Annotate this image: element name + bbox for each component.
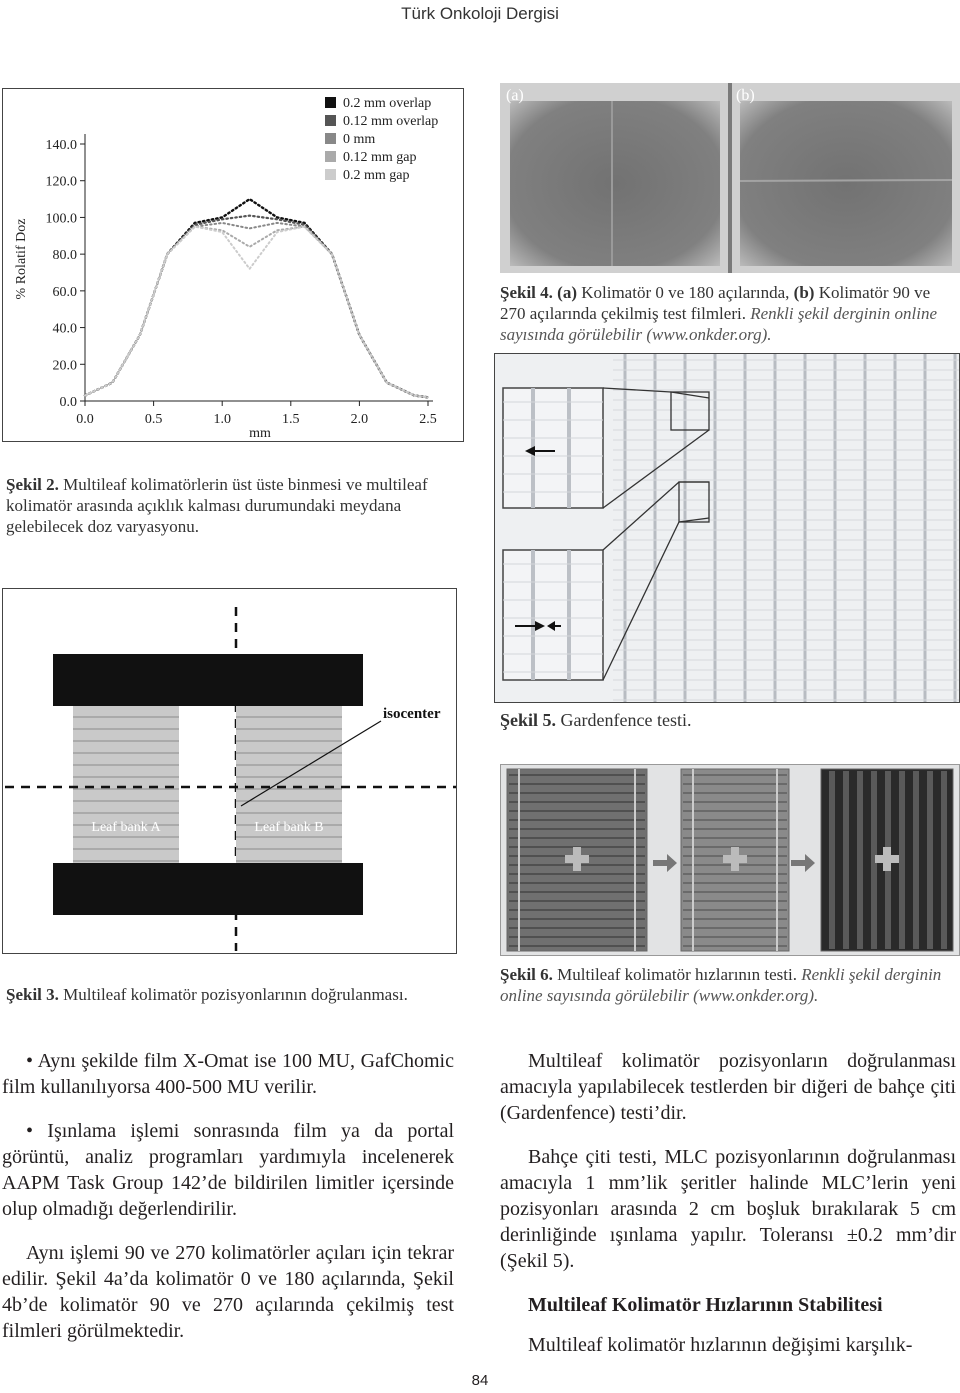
figure6-caption-note: Renkli şekil derginin online sayısında görülebilir (www.onkder.org). bbox=[500, 965, 942, 1005]
leaf-bank-a-label: Leaf bank A bbox=[91, 820, 161, 835]
chart-x-tick-label: 1.5 bbox=[282, 412, 300, 427]
legend-label: 0.2 mm gap bbox=[343, 168, 410, 183]
figure5-caption bbox=[500, 710, 940, 731]
section-heading: Multileaf Kolimatör Hızlarının Stabilitesi bbox=[528, 1294, 883, 1316]
chart-y-tick-label: 0.0 bbox=[59, 395, 77, 410]
figure2-caption bbox=[6, 474, 446, 537]
figure6-image-box bbox=[500, 764, 960, 956]
chart-y-tick-label: 140.0 bbox=[45, 138, 77, 153]
figure6-caption bbox=[500, 964, 960, 1006]
chart-x-tick-label: 0.0 bbox=[76, 412, 94, 427]
chart-y-tick-label: 80.0 bbox=[52, 248, 77, 264]
figure3-caption-label: Şekil 3. bbox=[6, 985, 59, 1004]
figure4-caption-note: Renkli şekil derginin online sayısında görülebilir (www.onkder.org). bbox=[500, 304, 937, 344]
film-b-junction-line bbox=[740, 180, 952, 181]
gardenfence-film bbox=[495, 354, 959, 702]
leaf-bank-b bbox=[236, 706, 342, 864]
leaf-bank-b-label: Leaf bank B bbox=[254, 820, 324, 835]
lower-jaw-block bbox=[53, 863, 363, 915]
legend-label: 0.12 mm overlap bbox=[343, 114, 439, 129]
chart-y-tick-label: 120.0 bbox=[45, 174, 77, 190]
page-number: 84 bbox=[471, 1372, 489, 1389]
film-b-field bbox=[740, 101, 952, 266]
figure3-caption bbox=[6, 984, 466, 1005]
legend-swatch bbox=[325, 97, 336, 108]
chart-x-tick-label: 2.0 bbox=[350, 412, 369, 427]
panel-b-label: (b) bbox=[736, 87, 755, 104]
chart-x-tick-label: 0.5 bbox=[144, 412, 163, 427]
figure3-diagram-box bbox=[2, 588, 457, 954]
arrow-icon-2 bbox=[791, 854, 815, 872]
right-paragraph-2: Bahçe çiti testi, MLC pozisyonlarının doğrulanması amacıyla 1 mm’lik şeritler halinde MLC’lerin yeni pozisyonları arasında 2 cm boşluk bırakılarak 5 cm derinliğinde ışınlama yapılır. Toleransı ±0.2 mm’dir (Şekil 5). bbox=[500, 1146, 956, 1272]
figure2-chart-box bbox=[2, 88, 464, 442]
figure4-caption-b-text: Kolimatör 90 ve 270 açılarında çekilmiş test filmleri. bbox=[500, 283, 931, 323]
mlc-speed-films bbox=[501, 765, 959, 955]
right-paragraph-1: Multileaf kolimatör pozisyonların doğrulanması amacıyla yapılabilecek testlerden bir diğeri de bahçe çiti (Gardenfence) testi’dir. bbox=[500, 1050, 956, 1124]
figure5-caption-text: Gardenfence testi. bbox=[560, 710, 692, 730]
figure4-caption bbox=[500, 282, 952, 345]
left-paragraph-1: • Aynı şekilde film X-Omat ise 100 MU, GafChomic film kullanılıyorsa 400-500 MU verilir. bbox=[2, 1050, 454, 1098]
chart-y-tick-label: 20.0 bbox=[52, 358, 77, 374]
legend-label: 0.12 mm gap bbox=[343, 150, 417, 165]
speed-film-2 bbox=[681, 769, 789, 951]
left-paragraph-3: Aynı işlemi 90 ve 270 kolimatörler açıları için tekrar edilir. Şekil 4a’da kolimatör 0 ve 180 açılarında, Şekil 4b’de kolimatör 90 ve 270 açılarında çekilmiş test filmleri görülmektedir. bbox=[2, 1242, 454, 1342]
figure6-caption-text: Multileaf kolimatör hızlarının testi. bbox=[557, 965, 797, 984]
legend-label: 0 mm bbox=[343, 132, 376, 147]
figure5-image-box bbox=[494, 353, 960, 703]
chart-y-tick-label: 60.0 bbox=[52, 284, 77, 300]
legend-label: 0.2 mm overlap bbox=[343, 96, 432, 111]
dose-profile-chart bbox=[3, 89, 463, 441]
journal-header: Türk Onkoloji Dergisi bbox=[401, 4, 559, 23]
figure4-caption-a-text: Kolimatör 0 ve 180 açılarında, bbox=[581, 283, 790, 302]
chart-series-line bbox=[85, 227, 428, 398]
upper-jaw-block bbox=[53, 654, 363, 706]
figure4-panels bbox=[500, 83, 960, 273]
speed-film-1 bbox=[507, 769, 647, 951]
chart-series-line bbox=[85, 216, 428, 398]
film-images bbox=[500, 83, 960, 273]
figure6-caption-label: Şekil 6. bbox=[500, 965, 553, 984]
left-paragraph-2: • Işınlama işlemi sonrasında film ya da portal görüntü, analiz programları yardımıyla incelenerek AAPM Task Group 142’de bildirilen limitler içersinde olup olmadığı değerlendirilir. bbox=[2, 1120, 454, 1220]
right-paragraph-3: Multileaf kolimatör hızlarının değişimi karşılık- bbox=[528, 1334, 913, 1356]
chart-y-tick-label: 100.0 bbox=[45, 211, 77, 227]
arrow-icon-1 bbox=[653, 854, 677, 872]
chart-series-line bbox=[85, 227, 428, 398]
figure2-caption-text: Multileaf kolimatörlerin üst üste binmesi ve multileaf kolimatör arasında açıklık kalması durumundaki meydana gelebilecek doz varyasyonu. bbox=[6, 475, 428, 536]
left-text-column bbox=[2, 1048, 454, 1362]
figure2-caption-label: Şekil 2. bbox=[6, 475, 59, 494]
right-text-column bbox=[500, 1048, 956, 1376]
chart-x-tick-label: 1.0 bbox=[213, 412, 231, 427]
leaf-bank-a bbox=[73, 706, 179, 864]
chart-series-line bbox=[85, 199, 428, 397]
panel-a-label: (a) bbox=[506, 87, 524, 104]
chart-series-line bbox=[85, 223, 428, 397]
chart-x-tick-label: 2.5 bbox=[419, 412, 437, 427]
film-a-field bbox=[510, 101, 720, 266]
chart-ylabel: % Rolatif Doz bbox=[14, 218, 29, 300]
legend-swatch bbox=[325, 115, 336, 126]
figure4-caption-b-tag: (b) bbox=[793, 283, 815, 302]
chart-xlabel: mm bbox=[249, 426, 271, 441]
legend-swatch bbox=[325, 133, 336, 144]
figure3-caption-text: Multileaf kolimatör pozisyonlarının doğrulanması. bbox=[63, 985, 408, 1004]
chart-y-tick-label: 40.0 bbox=[52, 321, 77, 337]
legend-swatch bbox=[325, 169, 336, 180]
isocenter-label: isocenter bbox=[383, 706, 441, 722]
speed-film-3 bbox=[821, 769, 953, 951]
figure5-caption-label: Şekil 5. bbox=[500, 710, 557, 730]
figure4-caption-a-tag: (a) bbox=[557, 283, 577, 302]
zoom-inset-top bbox=[503, 388, 603, 508]
figure4-caption-label: Şekil 4. bbox=[500, 283, 553, 302]
mlc-position-diagram bbox=[3, 589, 456, 953]
legend-swatch bbox=[325, 151, 336, 162]
zoom-inset-bottom bbox=[503, 550, 603, 680]
